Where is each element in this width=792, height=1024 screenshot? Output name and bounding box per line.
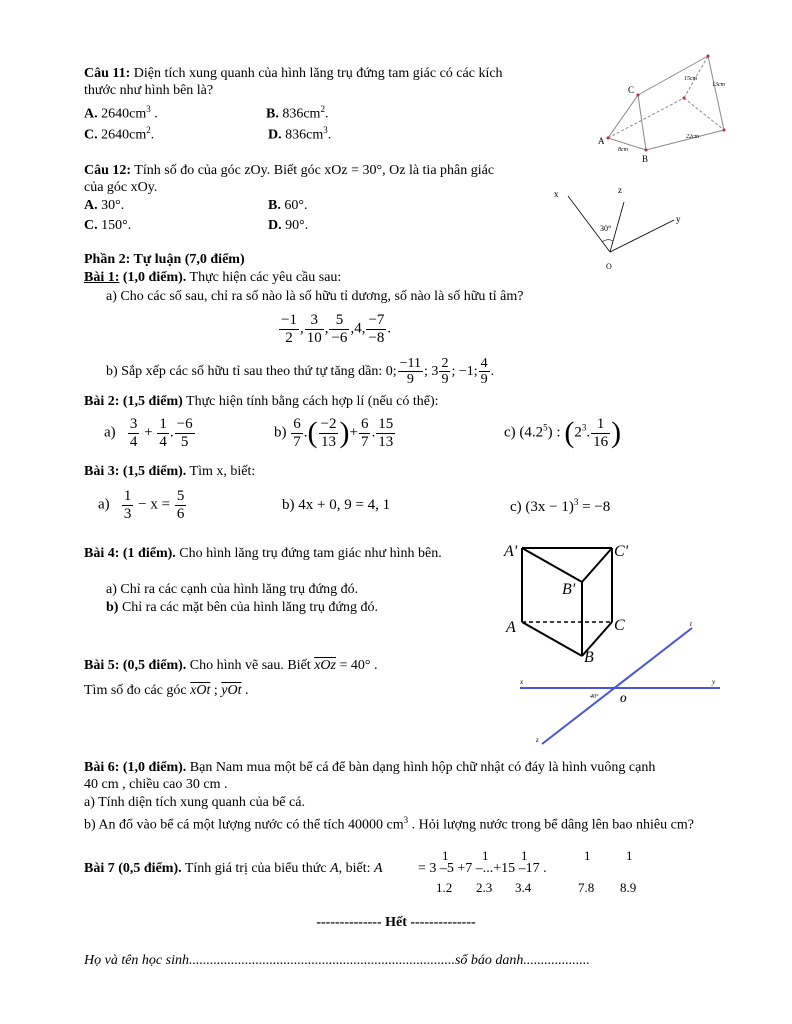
q12-option-c: C. 150°.: [84, 218, 132, 233]
lines-label-40: 40°: [590, 694, 599, 700]
prism2-label-c: C: [614, 617, 625, 634]
bai3-part-b: b) 4x + 0, 9 = 4, 1: [282, 497, 391, 513]
bai1-number-list: $\frac{-1}{2}$ , $\frac{3}{10}$ , $\frac{5}{-6}$ ,4, $\frac{-7}{-8}$ .: [281, 312, 392, 346]
part2-title: Phần 2: Tự luận (7,0 điểm): [84, 252, 245, 267]
bai6-part-b: b) An đổ vào bể cá một lượng nước có thể tích 40000 $cm^3$ . Hỏi lượng nước trong bể dâng lên bao nhiêu cm?: [84, 815, 694, 833]
prism2-label-b1: B': [562, 581, 576, 598]
prism2-label-b: B: [584, 649, 594, 666]
lines-label-o: O: [620, 694, 627, 704]
angle-figure: [548, 180, 698, 272]
bai1-part-b: b) Sắp xếp các số hữu tỉ sau theo thứ tự tăng dần: 0; $\frac{-11}{9}$ ; 3 $\frac{2}{9}$ ; −1; $\frac{4}{9}$ .: [106, 356, 495, 388]
bai7-n2: 1: [482, 848, 489, 863]
bai1-part-a: a) Cho các số sau, chỉ ra số nào là số hữu tỉ dương, số nào là số hữu tỉ âm?: [106, 289, 524, 304]
angle-label-z: z: [618, 185, 622, 195]
q12-stem-line2: của góc xOy.: [84, 180, 158, 195]
q12-option-d: D. 90°.: [268, 218, 309, 233]
bai7-expression: = 3 –5 +7 –...+15 –17 .: [418, 861, 547, 876]
bai2-part-b: b) $\frac{6}{7}$ .( $\frac{-2}{13}$ )+ $\frac{6}{7}$ . $\frac{15}{13}$: [274, 416, 394, 450]
prism2-label-a: A: [506, 619, 516, 636]
bai5-question: Tìm số đo các góc $\overline{xOt}$ ; $\overline{yOt}$ .: [84, 683, 249, 698]
footer-student-info: Họ và tên học sinh............................................................................số báo danh...................: [84, 953, 590, 968]
q11-option-c: C. $2640cm^2$.: [84, 125, 155, 143]
lines-label-y: y: [712, 678, 716, 686]
q11-stem-line1: Câu 11: Diện tích xung quanh của hình lăng trụ đứng tam giác có các kích: [84, 66, 503, 81]
prism1-label-b: B: [642, 154, 649, 164]
bai6-header: Bài 6: (1,0 điểm). Bạn Nam mua một bể cá để bàn dạng hình hộp chữ nhật có đáy là hình vuông cạnh: [84, 760, 656, 775]
bai3-header: Bài 3: (1,5 điểm). Tìm x, biết:: [84, 464, 256, 479]
bai5-header: Bài 5: (0,5 điểm). Cho hình vẽ sau. Biết $\overline{xOz} = 40^\circ$ .: [84, 658, 378, 673]
bai7-d5: 8.9: [620, 880, 637, 895]
prism1-length-13: 13cm: [712, 82, 725, 88]
q12-option-a: A. 30°.: [84, 198, 125, 213]
q12-stem-line1: Câu 12: Tính số đo của góc zOy. Biết góc xOz = 30°, Oz là tia phân giác: [84, 163, 495, 178]
bai2-part-c: c) $(4.2^5)$ : ($2^3$. $\frac{1}{16}$ ): [504, 416, 622, 450]
lines-label-x: x: [520, 678, 524, 686]
q11-stem-line2: thước như hình bên là?: [84, 83, 214, 98]
bai2-part-a: a) $\frac{3}{4}$ + $\frac{1}{4}$ . $\frac{-6}{5}$: [104, 416, 193, 450]
lines-label-t: t: [690, 620, 692, 628]
bai7-header: Bài 7 (0,5 điểm). Tính giá trị của biểu thức A, biết: A: [84, 861, 383, 876]
prism2-label-a1: A': [504, 543, 518, 560]
bai6-line2: 40 cm , chiều cao 30 cm .: [84, 777, 228, 792]
bai7-n3: 1: [521, 848, 528, 863]
q11-option-d: D. $836cm^3$.: [268, 125, 332, 143]
bai4-part-b: b) Chỉ ra các mặt bên của hình lăng trụ đứng đó.: [106, 600, 378, 615]
bai1-header: Bài 1: (1,0 điểm). Thực hiện các yêu cầu sau:: [84, 270, 342, 285]
prism1-length-8: 8cm: [618, 147, 628, 153]
prism1-label-a: A: [598, 136, 605, 146]
prism2-label-c1: C': [614, 543, 629, 560]
angle-label-30: 30°: [600, 224, 612, 233]
bai4-part-a: a) Chỉ ra các cạnh của hình lăng trụ đứng đó.: [106, 582, 359, 597]
bai3-part-c: c) $(3x - 1)^3 = -8$: [510, 497, 611, 515]
bai7-d2: 2.3: [476, 880, 493, 895]
bai7-d1: 1.2: [436, 880, 453, 895]
bai7-n4: 1: [584, 848, 591, 863]
end-marker: -------------- Hết --------------: [316, 915, 476, 930]
q11-option-a: A. $2640cm^3$ .: [84, 104, 158, 122]
prism-figure-1: [594, 50, 744, 168]
prism1-length-22: 22cm: [686, 134, 699, 140]
bai7-n5: 1: [626, 848, 633, 863]
bai6-part-a: a) Tính diện tích xung quanh của bể cá.: [84, 795, 305, 810]
bai3-part-a: a) $\frac{1}{3}$ − x = $\frac{5}{6}$: [98, 488, 185, 522]
bai7-d4: 7.8: [578, 880, 595, 895]
angle-label-y: y: [676, 214, 681, 224]
bai7-n1: 1: [442, 848, 449, 863]
angle-label-o: O: [606, 262, 612, 271]
intersecting-lines-figure: [514, 620, 726, 748]
bai4-header: Bài 4: (1 điểm). Cho hình lăng trụ đứng tam giác như hình bên.: [84, 546, 442, 561]
prism1-length-15: 15cm: [684, 76, 697, 82]
prism1-label-c: C: [628, 85, 635, 95]
lines-label-z: z: [536, 736, 539, 744]
bai2-header: Bài 2: (1,5 điểm) Thực hiện tính bằng cách hợp lí (nếu có thể):: [84, 394, 439, 409]
q12-option-b: B. 60°.: [268, 198, 308, 213]
bai7-d3: 3.4: [515, 880, 532, 895]
angle-label-x: x: [554, 189, 559, 199]
q11-option-b: B. $836cm^2$.: [266, 104, 329, 122]
